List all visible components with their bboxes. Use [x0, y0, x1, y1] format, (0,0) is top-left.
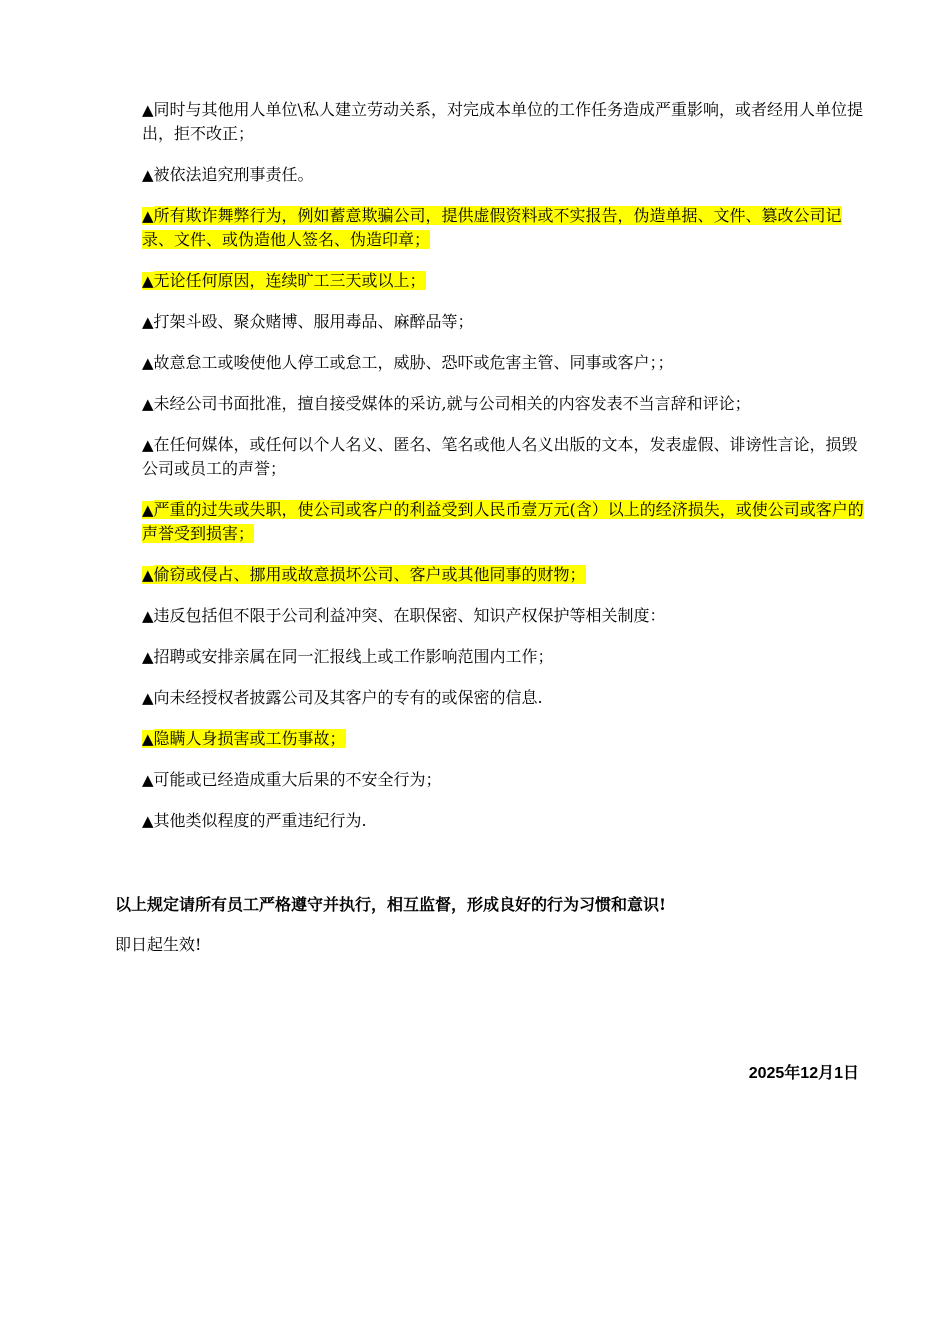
- rule-item: [142, 392, 872, 416]
- triangle-bullet-icon: ▲: [142, 272, 154, 290]
- triangle-bullet-icon: ▲: [142, 566, 154, 584]
- triangle-bullet-icon: ▲: [142, 166, 154, 184]
- rule-item: [142, 727, 872, 751]
- triangle-bullet-icon: ▲: [142, 207, 154, 225]
- rule-text: 故意怠工或唆使他人停工或怠工，威胁、恐吓或危害主管、同事或客户；；: [153, 353, 674, 372]
- rule-text: 可能或已经造成重大后果的不安全行为；: [153, 770, 442, 789]
- triangle-bullet-icon: ▲: [142, 771, 154, 789]
- rule-text: 未经公司书面批准，擅自接受媒体的采访,就与公司相关的内容发表不当言辞和评论；: [153, 394, 751, 413]
- triangle-bullet-icon: ▲: [142, 436, 154, 454]
- rule-item: [142, 809, 872, 833]
- rule-text: 打架斗殴、聚众赌博、服用毒品、麻醉品等；: [153, 312, 474, 331]
- rule-text: 招聘或安排亲属在同一汇报线上或工作影响范围内工作；: [153, 647, 554, 666]
- rule-text: 违反包括但不限于公司利益冲突、在职保密、知识产权保护等相关制度：: [153, 606, 666, 625]
- document-date: 2025年12月1日: [748, 1065, 859, 1082]
- rule-item: [142, 163, 872, 187]
- closing-statement: 以上规定请所有员工严格遵守并执行，相互监督，形成良好的行为习惯和意识!: [115, 895, 667, 914]
- effective-statement: 即日起生效!: [115, 935, 202, 954]
- triangle-bullet-icon: ▲: [142, 812, 154, 830]
- triangle-bullet-icon: ▲: [142, 607, 154, 625]
- rule-item: [142, 433, 872, 481]
- rule-item: [142, 98, 872, 146]
- triangle-bullet-icon: ▲: [142, 101, 154, 119]
- rule-text: 被依法追究刑事责任。: [153, 165, 314, 184]
- rule-text: 隐瞒人身损害或工伤事故；: [153, 729, 346, 748]
- rule-item: [142, 768, 872, 792]
- rule-text: 偷窃或侵占、挪用或故意损坏公司、客户或其他同事的财物；: [153, 565, 586, 584]
- rule-item: [142, 310, 872, 334]
- triangle-bullet-icon: ▲: [142, 501, 154, 519]
- rule-text: 向未经授权者披露公司及其客户的专有的或保密的信息.: [153, 688, 543, 707]
- triangle-bullet-icon: ▲: [142, 730, 154, 748]
- rule-item: [142, 498, 872, 546]
- triangle-bullet-icon: ▲: [142, 648, 154, 666]
- triangle-bullet-icon: ▲: [142, 395, 154, 413]
- triangle-bullet-icon: ▲: [142, 313, 154, 331]
- rule-item: [142, 604, 872, 628]
- rule-text: 无论任何原因，连续旷工三天或以上；: [153, 271, 426, 290]
- dismissal-rules-list: [142, 98, 872, 850]
- rule-text: 同时与其他用人单位\私人建立劳动关系，对完成本单位的工作任务造成严重影响，或者经用人单位提出，拒不改正；: [142, 100, 863, 143]
- rule-text: 所有欺诈舞弊行为，例如蓄意欺骗公司，提供虚假资料或不实报告，伪造单据、文件、篡改公司记录、文件、或伪造他人签名、伪造印章；: [142, 206, 842, 249]
- rule-item: [142, 686, 872, 710]
- rule-item: [142, 269, 872, 293]
- rule-item: [142, 351, 872, 375]
- rule-text: 其他类似程度的严重违纪行为.: [153, 811, 367, 830]
- rule-item: [142, 645, 872, 669]
- triangle-bullet-icon: ▲: [142, 689, 154, 707]
- rule-text: 在任何媒体，或任何以个人名义、匿名、笔名或他人名义出版的文本，发表虚假、诽谤性言论，损毁公司或员工的声誉；: [142, 435, 858, 478]
- triangle-bullet-icon: ▲: [142, 354, 154, 372]
- rule-item: [142, 563, 872, 587]
- rule-text: 严重的过失或失职，使公司或客户的利益受到人民币壹万元(含）以上的经济损失，或使公司或客户的声誉受到损害；: [142, 500, 864, 543]
- rule-item: [142, 204, 872, 252]
